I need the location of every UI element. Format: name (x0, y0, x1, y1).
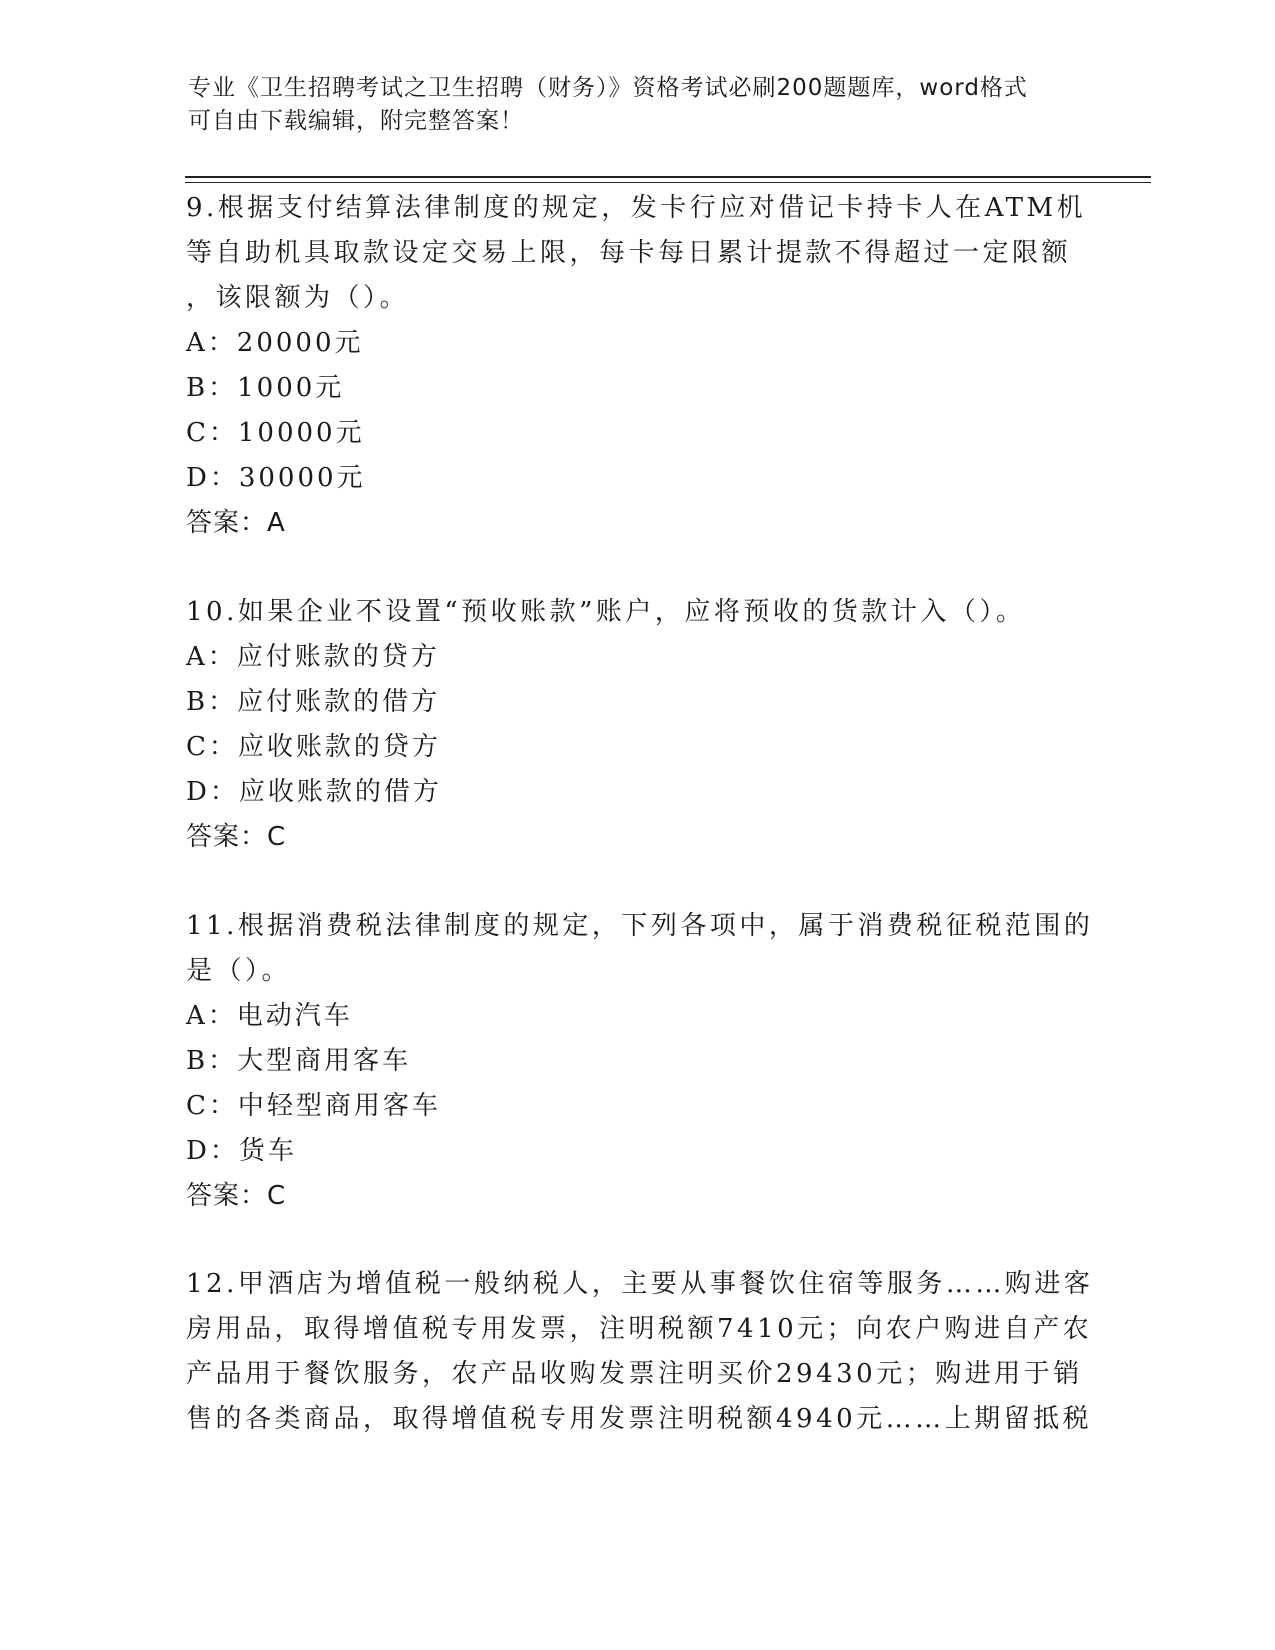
answer-value: C (267, 1181, 287, 1211)
question-stem-line: 售的各类商品，取得增值税专用发票注明税额4940元……上期留抵税 (186, 1404, 1093, 1434)
option-a: A：应付账款的贷方 (186, 642, 440, 672)
question-stem-line: 等自助机具取款设定交易上限，每卡每日累计提款不得超过一定限额 (186, 238, 1072, 268)
answer-label: 答案： (186, 822, 268, 852)
question-10 (186, 590, 1086, 860)
header-divider-thick (185, 176, 1151, 178)
option-d: D：应收账款的借方 (186, 777, 442, 807)
header-line: 可自由下载编辑，附完整答案！ (188, 108, 524, 134)
question-stem-line: ，该限额为（）。 (186, 283, 410, 313)
question-stem-line: 11.根据消费税法律制度的规定，下列各项中，属于消费税征税范围的 (186, 911, 1094, 941)
answer-line (186, 1174, 1086, 1219)
question-9 (186, 186, 1086, 546)
question-12 (186, 1262, 1094, 1442)
option-b: B：应付账款的借方 (186, 687, 441, 717)
question-stem-line: 房用品，取得增值税专用发票，注明税额7410元；向农户购进自产农 (186, 1314, 1093, 1344)
document-header (188, 72, 1068, 138)
option-d: D：30000元 (186, 463, 366, 493)
option-c: C：中轻型商用客车 (186, 1091, 441, 1121)
question-stem-line: 产品用于餐饮服务，农产品收购发票注明买价29430元；购进用于销 (186, 1359, 1083, 1389)
answer-line (186, 815, 1086, 860)
option-a: A：电动汽车 (186, 1001, 353, 1031)
question-11 (186, 904, 1094, 1219)
option-a: A：20000元 (186, 328, 364, 358)
answer-label: 答案： (186, 508, 268, 538)
answer-line (186, 501, 1086, 546)
question-stem-line: 是（）。 (186, 956, 292, 986)
header-line: 专业《卫生招聘考试之卫生招聘（财务）》资格考试必刷200题题库，word格式 (188, 75, 1028, 101)
answer-value: C (267, 822, 287, 852)
header-divider-thin (185, 182, 1151, 183)
answer-value: A (267, 508, 286, 538)
question-stem-line: 10.如果企业不设置“预收账款”账户，应将预收的货款计入（）。 (186, 597, 1026, 627)
option-c: C：10000元 (186, 418, 365, 448)
option-d: D：货车 (186, 1136, 297, 1166)
question-stem-line: 9.根据支付结算法律制度的规定，发卡行应对借记卡持卡人在ATM机 (186, 193, 1087, 223)
option-b: B：1000元 (186, 373, 345, 403)
option-b: B：大型商用客车 (186, 1046, 412, 1076)
answer-label: 答案： (186, 1181, 268, 1211)
option-c: C：应收账款的贷方 (186, 732, 441, 762)
question-stem-line: 12.甲酒店为增值税一般纳税人，主要从事餐饮住宿等服务……购进客 (186, 1269, 1094, 1299)
